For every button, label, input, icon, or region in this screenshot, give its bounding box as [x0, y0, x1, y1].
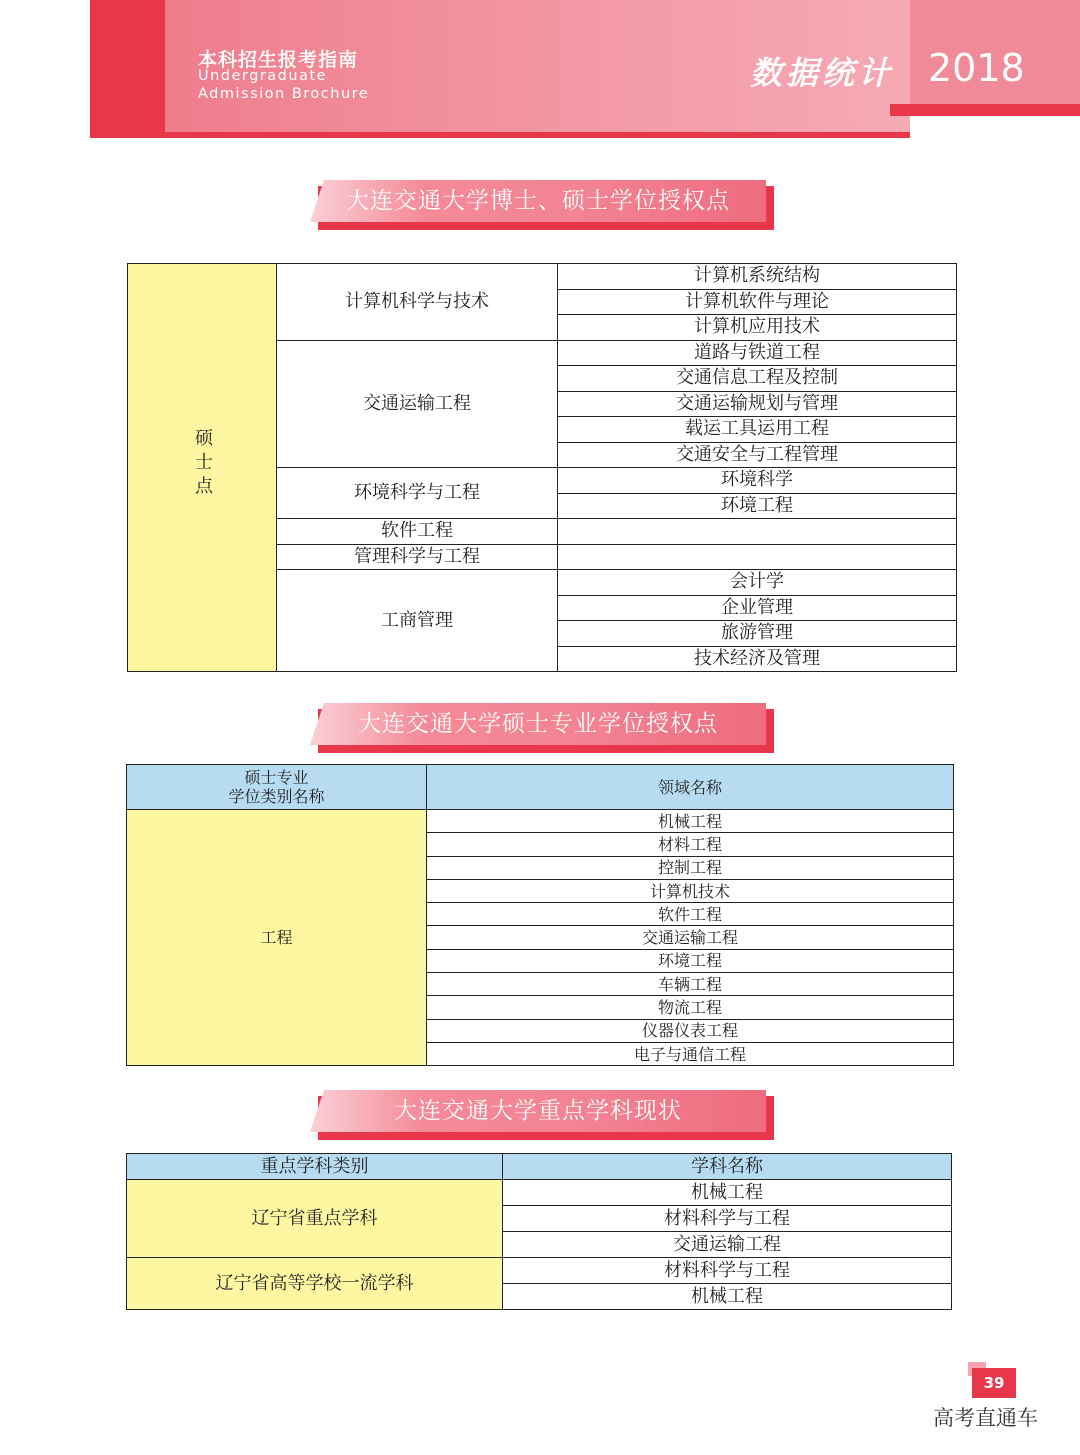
column-header — [127, 765, 427, 810]
sub-discipline-cell: 环境科学 — [558, 468, 957, 494]
section3-banner — [310, 1090, 776, 1140]
subject-cell: 交通运输工程 — [503, 1232, 952, 1258]
table-row — [127, 1180, 952, 1206]
header-bottom-line — [90, 132, 910, 138]
discipline-cell: 交通运输工程 — [277, 340, 558, 468]
section-heading: 数据统计 — [750, 54, 895, 92]
sub-discipline-cell: 道路与铁道工程 — [558, 340, 957, 366]
column-header: 重点学科类别 — [127, 1154, 503, 1180]
field-cell: 物流工程 — [427, 996, 954, 1019]
table-row — [127, 1258, 952, 1284]
sub-discipline-cell: 技术经济及管理 — [558, 646, 957, 672]
sub-discipline-cell — [558, 544, 957, 570]
subject-cell: 机械工程 — [503, 1180, 952, 1206]
category-cell: 硕士点 — [128, 264, 277, 672]
discipline-cell: 软件工程 — [277, 519, 558, 545]
brochure-title-en-line2: Admission Brochure — [198, 86, 370, 102]
sub-discipline-cell: 会计学 — [558, 570, 957, 596]
table-row — [127, 810, 954, 833]
field-cell: 计算机技术 — [427, 879, 954, 902]
section2-banner — [310, 703, 776, 753]
sub-discipline-cell: 计算机系统结构 — [558, 264, 957, 290]
field-cell: 控制工程 — [427, 856, 954, 879]
header-red-block — [90, 0, 168, 138]
field-cell: 仪器仪表工程 — [427, 1019, 954, 1042]
table-row — [128, 264, 957, 290]
discipline-cell: 计算机科学与技术 — [277, 264, 558, 341]
subject-cell: 材料科学与工程 — [503, 1206, 952, 1232]
field-cell: 电子与通信工程 — [427, 1042, 954, 1065]
subject-cell: 机械工程 — [503, 1284, 952, 1310]
table-header-row — [127, 765, 954, 810]
section1-title: 大连交通大学博士、硕士学位授权点 — [346, 188, 730, 214]
column-header: 领域名称 — [427, 765, 954, 810]
field-cell: 交通运输工程 — [427, 926, 954, 949]
column-header-line: 学位类别名称 — [228, 787, 325, 806]
sub-discipline-cell: 交通运输规划与管理 — [558, 391, 957, 417]
page-number: 39 — [972, 1368, 1016, 1398]
discipline-cell: 环境科学与工程 — [277, 468, 558, 519]
brochure-title-cn: 本科招生报考指南 — [198, 49, 359, 71]
section3-title: 大连交通大学重点学科现状 — [394, 1098, 682, 1124]
discipline-cell: 工商管理 — [277, 570, 558, 672]
subject-cell: 材料科学与工程 — [503, 1258, 952, 1284]
category-cell: 辽宁省重点学科 — [127, 1180, 503, 1258]
key-disciplines-table — [126, 1153, 952, 1310]
sub-discipline-cell: 环境工程 — [558, 493, 957, 519]
field-cell: 材料工程 — [427, 833, 954, 856]
watermark-text: 高考直通车 — [933, 1406, 1038, 1430]
column-header-line: 硕士专业 — [244, 768, 309, 787]
field-cell: 环境工程 — [427, 949, 954, 972]
degree-authorization-table — [127, 263, 957, 672]
sub-discipline-cell: 计算机软件与理论 — [558, 289, 957, 315]
brochure-title-en-line1: Undergraduate — [198, 68, 328, 84]
page-number-badge — [968, 1362, 1016, 1400]
sub-discipline-cell: 旅游管理 — [558, 621, 957, 647]
table-header-row — [127, 1154, 952, 1180]
header-right-underline — [890, 104, 1080, 116]
year-label: 2018 — [928, 46, 1025, 90]
field-cell: 软件工程 — [427, 903, 954, 926]
sub-discipline-cell: 计算机应用技术 — [558, 315, 957, 341]
field-cell: 机械工程 — [427, 810, 954, 833]
sub-discipline-cell: 载运工具运用工程 — [558, 417, 957, 443]
sub-discipline-cell: 交通安全与工程管理 — [558, 442, 957, 468]
discipline-cell: 管理科学与工程 — [277, 544, 558, 570]
column-header: 学科名称 — [503, 1154, 952, 1180]
section2-title: 大连交通大学硕士专业学位授权点 — [358, 711, 718, 737]
sub-discipline-cell — [558, 519, 957, 545]
category-cell: 辽宁省高等学校一流学科 — [127, 1258, 503, 1310]
field-cell: 车辆工程 — [427, 973, 954, 996]
sub-discipline-cell: 交通信息工程及控制 — [558, 366, 957, 392]
category-cell: 工程 — [127, 810, 427, 1066]
section1-banner — [310, 180, 776, 230]
professional-degree-table — [126, 764, 954, 1066]
sub-discipline-cell: 企业管理 — [558, 595, 957, 621]
